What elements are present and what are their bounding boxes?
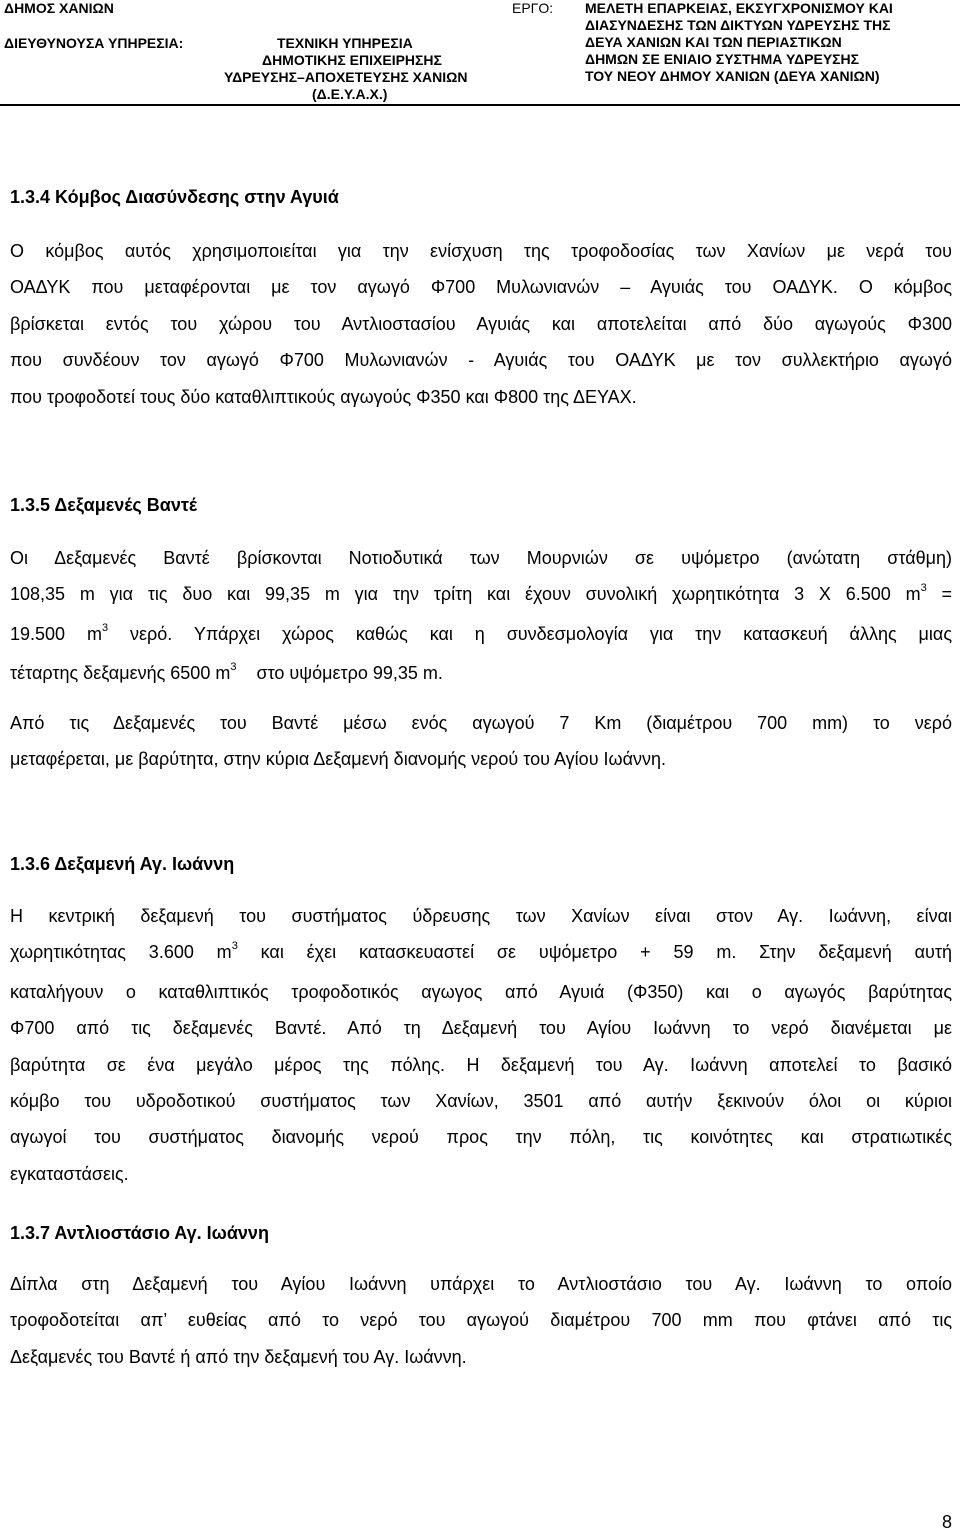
- text-line: Οι Δεξαμενές Βαντέ βρίσκονται Νοτιοδυτικά των Μουρνιών σε υψόμετρο (ανώτατη στάθμη): [10, 548, 952, 568]
- superscript: 3: [920, 582, 927, 595]
- project-label: ΕΡΓΟ:: [512, 0, 554, 16]
- superscript: 3: [101, 621, 109, 634]
- text-run: νερό. Υπάρχει χώρος καθώς και η συνδεσμολογία για την κατασκευή άλλης μιας: [108, 623, 952, 644]
- directorate-line-3: ΥΔΡΕΥΣΗΣ–ΑΠΟΧΕΤΕΥΣΗΣ ΧΑΝΙΩΝ: [224, 69, 468, 85]
- text-line: βρίσκεται εντός του χώρου του Αντλιοστασίου Αγυιάς και αποτελείται από δύο αγωγούς Φ300: [10, 313, 952, 334]
- section-heading-1-3-7: 1.3.7 Αντλιοστάσιο Αγ. Ιωάννη: [10, 1223, 269, 1243]
- superscript: 3: [230, 661, 237, 674]
- paragraph: [10, 540, 952, 695]
- text-line: Δεξαμενές του Βαντέ ή από την δεξαμενή του Αγ. Ιωάννη.: [10, 1346, 467, 1367]
- text-line: μεταφέρεται, με βαρύτητα, στην κύρια Δεξαμενή διανομής νερού του Αγίου Ιωάννη.: [10, 749, 667, 770]
- paragraph: [10, 705, 952, 778]
- text-line: [10, 934, 952, 973]
- section-heading-1-3-4: 1.3.4 Κόμβος Διασύνδεσης στην Αγυιά: [10, 187, 339, 207]
- directorate-line-1: ΤΕΧΝΙΚΗ ΥΠΗΡΕΣΙΑ: [277, 35, 413, 51]
- text-run: 108,35 m για τις δυο και 99,35 m για την τρίτη και έχουν συνολική χωρητικότητα 3 Χ 6.500 m: [10, 584, 921, 605]
- text-line: αγωγοί του συστήματος διανομής νερού προς την πόλη, τις κοινότητες και στρατιωτικές: [10, 1127, 952, 1148]
- text-line: εγκαταστάσεις.: [10, 1163, 129, 1184]
- text-run: τέταρτης δεξαμενής 6500 m: [10, 663, 231, 684]
- project-line-4: ΔΗΜΩΝ ΣΕ ΕΝΙΑΙΟ ΣΥΣΤΗΜΑ ΥΔΡΕΥΣΗΣ: [585, 51, 860, 67]
- section-heading-1-3-5: 1.3.5 Δεξαμενές Βαντέ: [10, 495, 197, 515]
- text-line: που συνδέουν τον αγωγό Φ700 Μυλωνιανών - Αγυιάς του ΟΑΔΥΚ με τον συλλεκτήριο αγωγό: [10, 350, 952, 371]
- directorate-line-4: (Δ.Ε.Υ.Α.Χ.): [312, 86, 388, 102]
- text-line: Δίπλα στη Δεξαμενή του Αγίου Ιωάννη υπάρχει το Αντλιοστάσιο του Αγ. Ιωάννη το οποίο: [10, 1274, 952, 1294]
- text-line: Ο κόμβος αυτός χρησιμοποιείται για την ενίσχυση της τροφοδοσίας των Χανίων με νερά του: [10, 241, 952, 261]
- section-1-3-6-body: [10, 898, 952, 1192]
- text-run: =: [926, 584, 952, 605]
- superscript: 3: [231, 940, 238, 953]
- section-1-3-4-body: [10, 233, 952, 415]
- header-divider: [0, 104, 960, 106]
- document-header: [0, 0, 960, 104]
- text-line: Από τις Δεξαμενές του Βαντέ μέσω ενός αγωγού 7 Km (διαμέτρου 700 mm) το νερό: [10, 713, 952, 733]
- text-line: [10, 616, 952, 655]
- text-line: Η κεντρική δεξαμενή του συστήματος ύδρευσης των Χανίων είναι στον Αγ. Ιωάννη, είναι: [10, 906, 952, 926]
- text-run: χωρητικότητας 3.600 m: [10, 942, 232, 963]
- text-run: και έχει κατασκευαστεί σε υψόμετρο + 59 m. Στην δεξαμενή αυτή: [237, 942, 953, 963]
- project-line-2: ΔΙΑΣΥΝΔΕΣΗΣ ΤΩΝ ΔΙΚΤΥΩΝ ΥΔΡΕΥΣΗΣ ΤΗΣ: [585, 17, 891, 33]
- project-line-1: ΜΕΛΕΤΗ ΕΠΑΡΚΕΙΑΣ, ΕΚΣΥΓΧΡΟΝΙΣΜΟΥ ΚΑΙ: [585, 0, 893, 16]
- text-line: [10, 576, 952, 615]
- section-1-3-5-body-2: [10, 705, 952, 778]
- directorate-line-2: ΔΗΜΟΤΙΚΗΣ ΕΠΙΧΕΙΡΗΣΗΣ: [262, 52, 442, 68]
- project-line-3: ΔΕΥΑ ΧΑΝΙΩΝ ΚΑΙ ΤΩΝ ΠΕΡΙΑΣΤΙΚΩΝ: [585, 34, 842, 50]
- municipality-name: ΔΗΜΟΣ ΧΑΝΙΩΝ: [4, 0, 114, 16]
- text-run: 19.500 m: [10, 623, 102, 644]
- text-line: τροφοδοτείται απ’ ευθείας από το νερό του αγωγού διαμέτρου 700 mm που φτάνει από τις: [10, 1310, 952, 1331]
- text-line: [10, 655, 952, 694]
- text-line: καταλήγουν ο καταθλιπτικός τροφοδοτικός αγωγος από Αγυιά (Φ350) και ο αγωγός βαρύτητας: [10, 981, 952, 1002]
- paragraph: [10, 233, 952, 415]
- page-number: 8: [941, 1512, 952, 1532]
- project-line-5: ΤΟΥ ΝΕΟΥ ΔΗΜΟΥ ΧΑΝΙΩΝ (ΔΕΥΑ ΧΑΝΙΩΝ): [585, 68, 880, 84]
- text-line: κόμβο του υδροδοτικού συστήματος των Χανίων, 3501 από αυτήν ξεκινούν όλοι οι κύριοι: [10, 1091, 952, 1112]
- text-run: στο υψόμετρο 99,35 m.: [236, 663, 443, 684]
- text-line: ΟΑΔΥΚ που μεταφέρονται με τον αγωγό Φ700 Μυλωνιανών – Αγυιάς του ΟΑΔΥΚ. Ο κόμβος: [10, 277, 952, 298]
- section-1-3-7-body: [10, 1266, 952, 1375]
- text-line: βαρύτητα σε ένα μεγάλο μέρος της πόλης. Η δεξαμενή του Αγ. Ιωάννη αποτελεί το βασικό: [10, 1054, 952, 1075]
- section-heading-1-3-6: 1.3.6 Δεξαμενή Αγ. Ιωάννη: [10, 854, 235, 874]
- text-line: Φ700 από τις δεξαμενές Βαντέ. Από τη Δεξαμενή του Αγίου Ιωάννη το νερό διανέμεται με: [10, 1018, 952, 1039]
- directorate-label: ΔΙΕΥΘΥΝΟΥΣΑ ΥΠΗΡΕΣΙΑ:: [4, 35, 184, 51]
- section-1-3-5-body: [10, 540, 952, 695]
- paragraph: [10, 898, 952, 1192]
- text-line: που τροφοδοτεί τους δύο καταθλιπτικούς αγωγούς Φ350 και Φ800 της ΔΕΥΑΧ.: [10, 386, 637, 407]
- paragraph: [10, 1266, 952, 1375]
